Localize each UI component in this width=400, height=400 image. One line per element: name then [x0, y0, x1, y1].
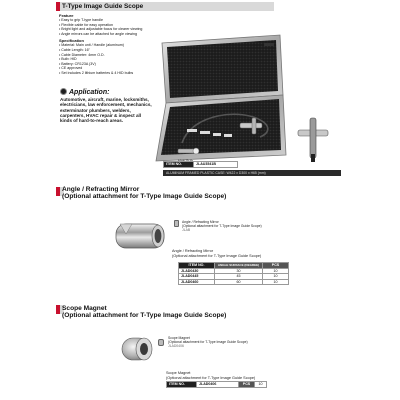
feature-heading: Feature	[59, 13, 74, 18]
scope-magnet-caption: Scope Magnet (Optional attachment for T-Type Image Guide Scope) JLAD0406	[168, 336, 248, 349]
feature-block	[59, 13, 154, 76]
item-no-value: JLAU3541B	[194, 162, 238, 168]
list-item: • Set includes 2 lithium batteries & 4 HID bulbs	[59, 71, 154, 76]
small-magnet-image	[158, 339, 164, 346]
scope-magnet-image	[118, 332, 158, 366]
case-dimensions-bar: ALUMINUM FRAMED PLASTIC CASE: W422 x D300 x H65 (mm)	[163, 170, 341, 176]
angle-mirror-table	[178, 262, 289, 285]
list-item: • Cable Length: 16"	[59, 48, 154, 53]
item-no-label: ITEM NO.	[164, 162, 194, 168]
application-block	[60, 88, 154, 150]
item-number-table	[163, 161, 238, 168]
list-item: • Bulb: HID	[59, 57, 154, 62]
section-title-accent	[56, 2, 60, 11]
list-item: • Bright light and adjustable focus for clearer viewing	[59, 27, 154, 32]
section-title-accent	[56, 187, 60, 196]
table-header: PCS	[263, 263, 289, 269]
section-title-angle-mirror: Angle / Refracting Mirror (Optional attachment for T-Type Image Guide Scope)	[62, 186, 227, 201]
scope-handle-image	[292, 110, 332, 165]
list-item: • Flexible cable for easy operation	[59, 23, 154, 28]
list-item: • CE approved	[59, 66, 154, 71]
section-title-scope-magnet: Scope Magnet (Optional attachment for T-Type Image Guide Scope)	[62, 305, 227, 320]
spec-list	[59, 43, 154, 75]
table-row: JLAD0445 45 10	[179, 274, 289, 280]
list-item: • Angle mirrors can be attached for angle viewing	[59, 32, 154, 37]
table-row: JLAD0460 60 10	[179, 279, 289, 285]
scope-magnet-table	[166, 381, 267, 388]
application-text: Automotive, aircraft, marine, locksmiths, electricians, law enforcement, mechanics, exterminator plumbers, welders, carpenters, HVAC repair & inspect all kinds of hard-to-reach areas.	[60, 97, 152, 124]
section-title-t-type: T-Type Image Guide Scope	[62, 2, 144, 10]
table-header: ANGLE SURFACE (DEGREE)	[215, 263, 263, 269]
application-heading: Application:	[60, 88, 154, 96]
list-item: • Easy to grip T-type handle	[59, 18, 154, 23]
table-row: JLAD0430 30 10	[179, 268, 289, 274]
angle-mirror-subheading: Angle / Refracting Mirror (Optional attachment for T-Type Image Guide Scope)	[172, 249, 262, 258]
angle-mirror-caption: Angle / Refracting Mirror (Optional attachment for T-Type Image Guide Scope) JLAB	[182, 220, 262, 233]
main-bulb-image	[176, 143, 202, 159]
angle-mirror-image	[112, 214, 170, 256]
aluminum-case-image	[152, 33, 287, 165]
table-header: ITEM NO.	[179, 263, 215, 269]
gear-icon	[60, 88, 67, 95]
table-row: ITEM NO. JLAD0406 PCS 10	[167, 382, 267, 388]
scope-magnet-subheading: Scope Magnet (Optional attachment for T-Type Image Guide Scope)	[166, 371, 256, 380]
list-item: • Material: Main unit / Handle (aluminum)	[59, 43, 154, 48]
spec-heading: Specification	[59, 38, 84, 44]
small-mirror-image	[174, 220, 179, 227]
section-title-accent	[56, 305, 60, 314]
feature-list	[59, 18, 154, 36]
list-item: • Cable Diameter: 4mm O.D.	[59, 53, 154, 58]
list-item: • Battery: CR123A (3V)	[59, 62, 154, 67]
